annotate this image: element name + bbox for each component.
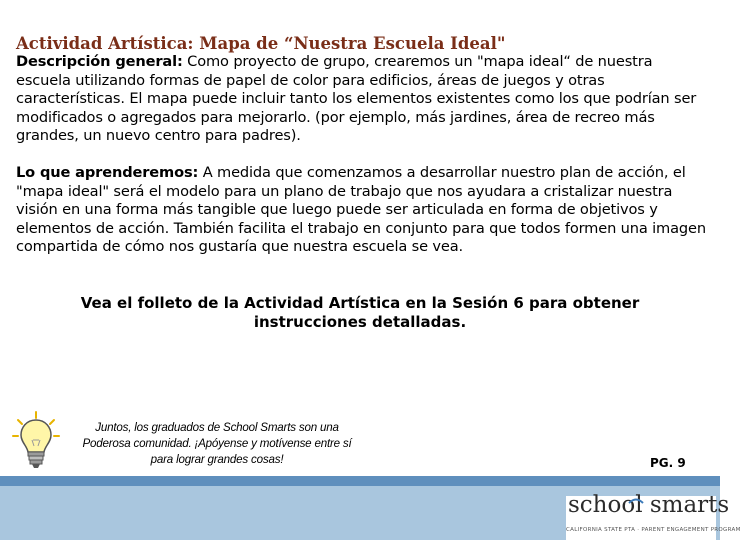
description-text: Como proyecto de grupo, crearemos un "mapa ideal“ de nuestra escuela utilizando formas de papel de color para edificios, áreas de juegos y otras características. El mapa puede incluir tanto los elementos existentes como los que podrían ser modificados o agregados para mejorarlo. (por ejemplo, más jardines, área de recreo más grandes, un nuevo centro para padres). <box>16 53 697 145</box>
learning-paragraph <box>16 164 712 257</box>
lightbulb-icon <box>12 410 60 472</box>
learning-text: A medida que comenzamos a desarrollar nuestro plan de acción, el "mapa ideal" será el modelo para un plano de trabajo que nos ayudara a cristalizar nuestra visión en una forma más tangible que luego puede ser articulada en forma de objetivos y elementos de acción. También facilita el trabajo en conjunto para que todos formen una imagen compartida de cómo nos gustaría que nuestra escuela se vea. <box>16 164 706 256</box>
handout-note: Vea el folleto de la Actividad Artística en la Sesión 6 para obtener instrucciones detalladas. <box>80 294 640 331</box>
description-label: Descripción general: <box>16 53 183 70</box>
logo-accent-icon <box>628 498 644 504</box>
learning-label: Lo que aprenderemos: <box>16 164 199 181</box>
description-paragraph <box>16 53 710 146</box>
footer-band-stripe <box>0 476 720 486</box>
logo-tagline: CALIFORNIA STATE PTA · PARENT ENGAGEMENT PROGRAM <box>566 527 741 533</box>
footer-quote: Juntos, los graduados de School Smarts son una Poderosa comunidad. ¡Apóyense y motívense entre sí para lograr grandes cosas! <box>82 421 352 466</box>
school-smarts-logo <box>566 492 741 540</box>
page-number: PG. 9 <box>650 456 686 470</box>
page-title: Actividad Artística: Mapa de “Nuestra Escuela Ideal" <box>16 34 506 53</box>
logo-wordmark: school smarts <box>568 492 730 518</box>
